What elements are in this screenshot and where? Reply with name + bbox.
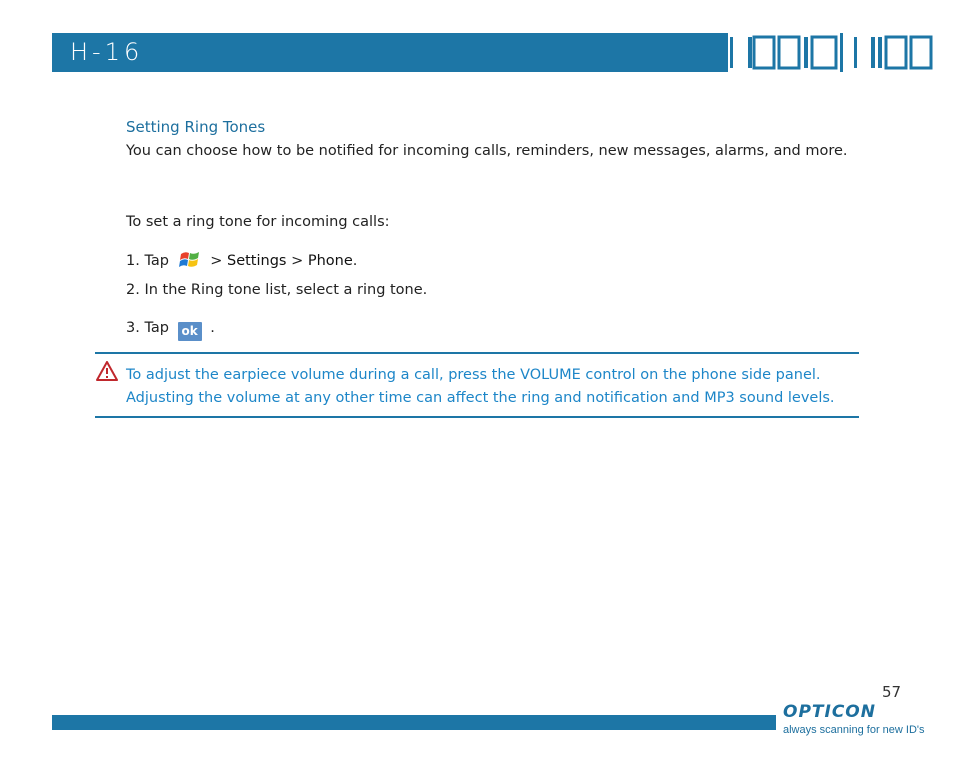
step-1: [126, 249, 858, 273]
step-1-separator: >: [210, 253, 223, 269]
note-bottom-rule: [95, 416, 859, 418]
section-title: Setting Ring Tones: [126, 118, 266, 136]
warning-triangle-icon: [96, 361, 118, 381]
lead-paragraph: To set a ring tone for incoming calls:: [126, 214, 390, 230]
ok-button-icon: ok: [178, 322, 202, 341]
barcode-decoration: [728, 33, 936, 72]
note-top-rule: [95, 352, 859, 354]
header-bar: [52, 33, 842, 72]
warning-note: To adjust the earpiece volume during a call, press the VOLUME control on the phone side panel. Adjusting the volume at any other time can affect the ring and notification and MP3 sound levels.: [126, 367, 835, 406]
windows-flag-icon: [178, 249, 202, 269]
phone-label: Phone: [307, 253, 353, 269]
intro-paragraph: You can choose how to be notified for incoming calls, reminders, new messages, alarms, and more.: [126, 143, 848, 159]
step-1-prefix: 1. Tap: [126, 253, 169, 269]
settings-label: Settings: [226, 253, 287, 269]
step-1-suffix: .: [352, 253, 358, 269]
step-3: [126, 316, 858, 341]
page-title: H-16: [70, 38, 144, 66]
step-3-suffix: .: [210, 320, 215, 336]
step-3-prefix: 3. Tap: [126, 320, 169, 336]
step-1-separator-2: >: [291, 253, 304, 269]
logo-tagline: always scanning for new ID's: [783, 724, 925, 736]
page-number: 57: [882, 683, 902, 701]
opticon-logo: OPTICON: [783, 702, 876, 722]
step-2: 2. In the Ring tone list, select a ring tone.: [126, 282, 428, 298]
footer-bar: [52, 715, 776, 730]
